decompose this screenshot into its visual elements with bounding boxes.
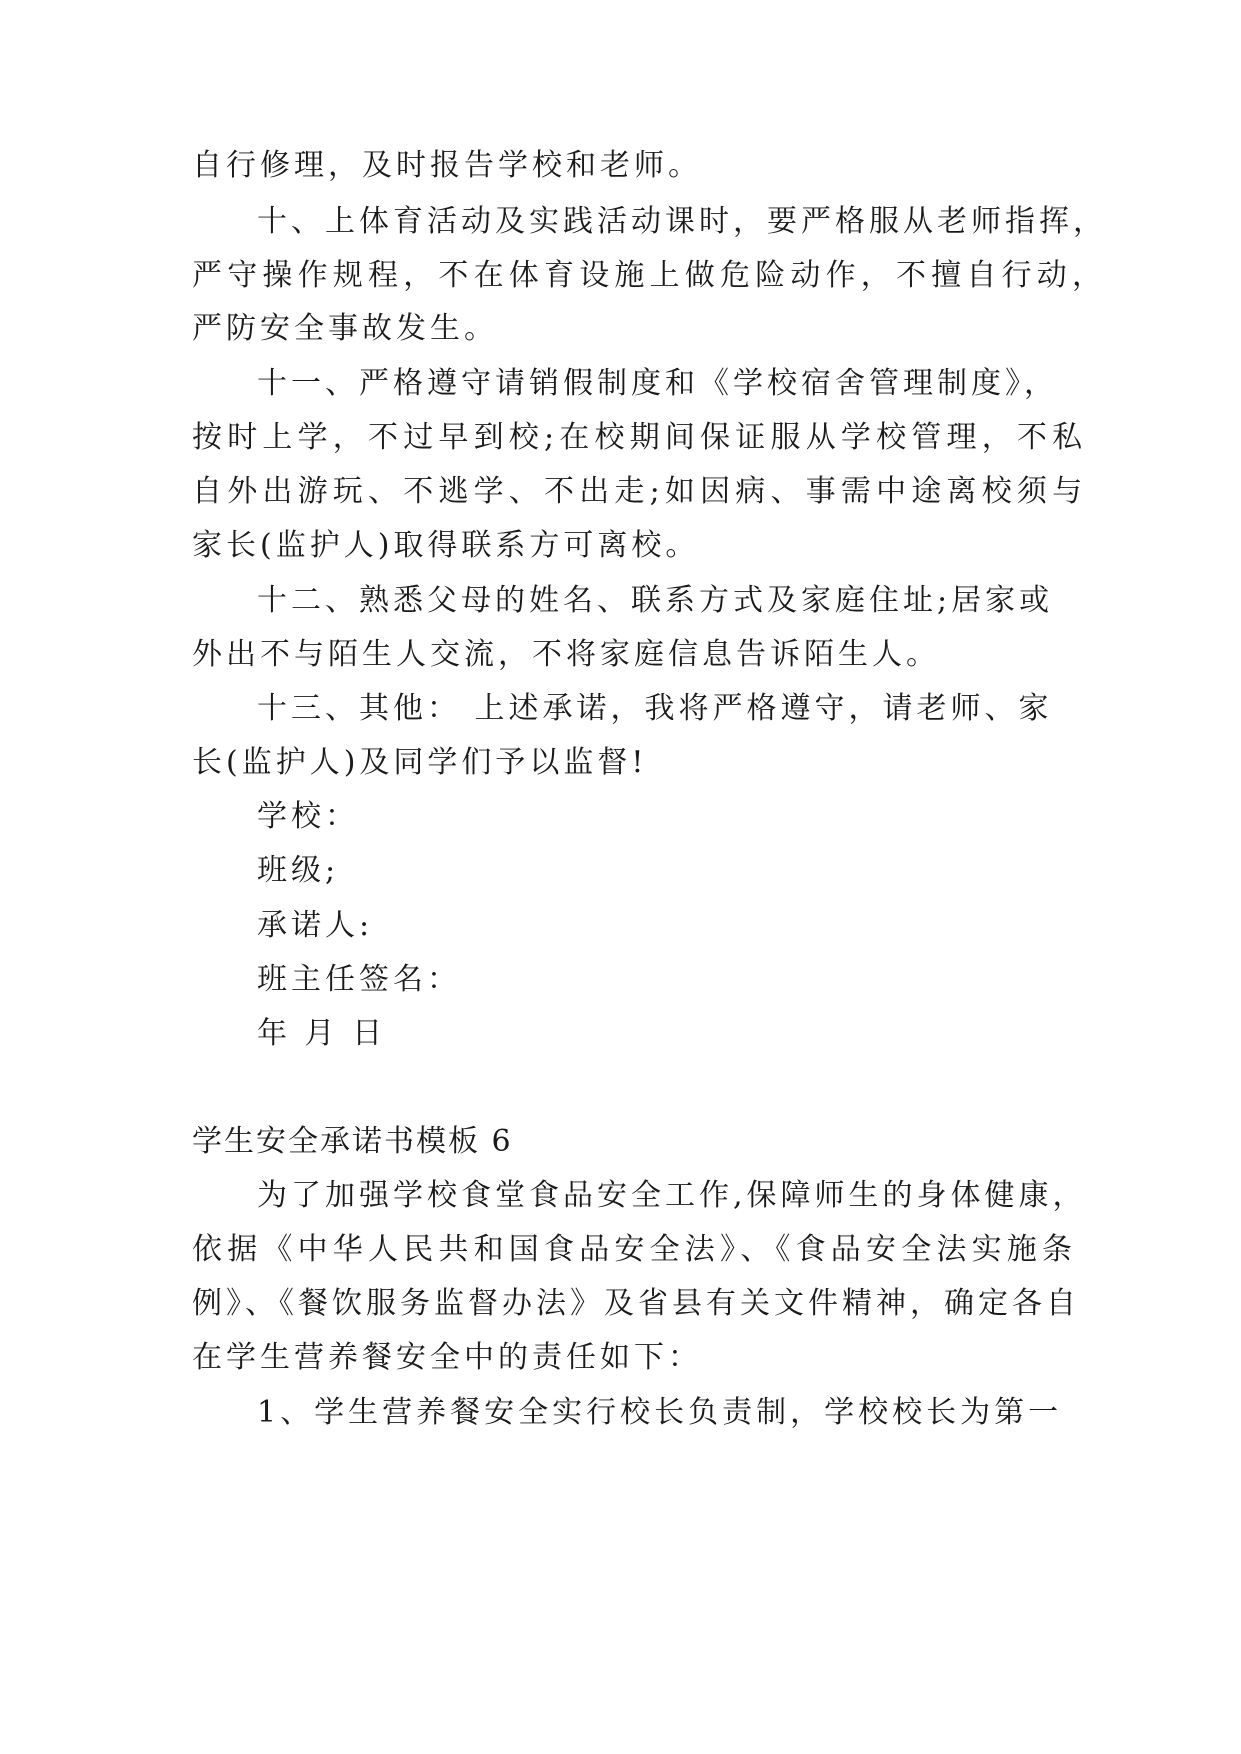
text-line: 长(监护人)及同学们予以监督! [192,745,648,780]
text-line: 十一、严格遵守请销假制度和《学校宿舍管理制度》， [257,366,1058,401]
signature-label-class: 班级; [257,853,340,888]
text-line: 按时上学，不过早到校;在校期间保证服从学校管理，不私 [192,420,1088,455]
text-line: 为了加强学校食堂食品安全工作,保障师生的身体健康， [257,1178,1087,1213]
text-line: 自外出游玩、不逃学、不出走;如因病、事需中途离校须与 [192,474,1088,509]
signature-label-school: 学校： [257,799,359,834]
text-line: 十、上体育活动及实践活动课时，要严格服从老师指挥， [257,204,1107,239]
section-title: 学生安全承诺书模板 6 [192,1124,513,1159]
text-line: 依据《中华人民共和国食品安全法》、《食品安全法实施条 [192,1232,1078,1267]
text-line: 在学生营养餐安全中的责任如下： [192,1340,702,1375]
text-line: 十三、其他： 上述承诺，我将严格遵守，请老师、家 [257,691,1053,726]
text-line: 十二、熟悉父母的姓名、联系方式及家庭住址;居家或 [257,583,1054,618]
text-line: 自行修理，及时报告学校和老师。 [192,148,702,183]
signature-label-pledger: 承诺人: [257,908,374,943]
date-label: 年 月 日 [257,1016,387,1051]
text-line: 外出不与陌生人交流，不将家庭信息告诉陌生人。 [192,637,940,672]
text-line: 1、学生营养餐安全实行校长负责制，学校校长为第一 [257,1395,1063,1430]
text-line: 严守操作规程，不在体育设施上做危险动作，不擅自行动， [192,258,1108,293]
text-line: 家长(监护人)取得联系方可离校。 [192,528,700,563]
text-line: 严防安全事故发生。 [192,311,498,346]
text-line: 例》、《餐饮服务监督办法》及省县有关文件精神，确定各自 [192,1286,1080,1321]
signature-label-teacher: 班主任签名： [257,962,461,997]
